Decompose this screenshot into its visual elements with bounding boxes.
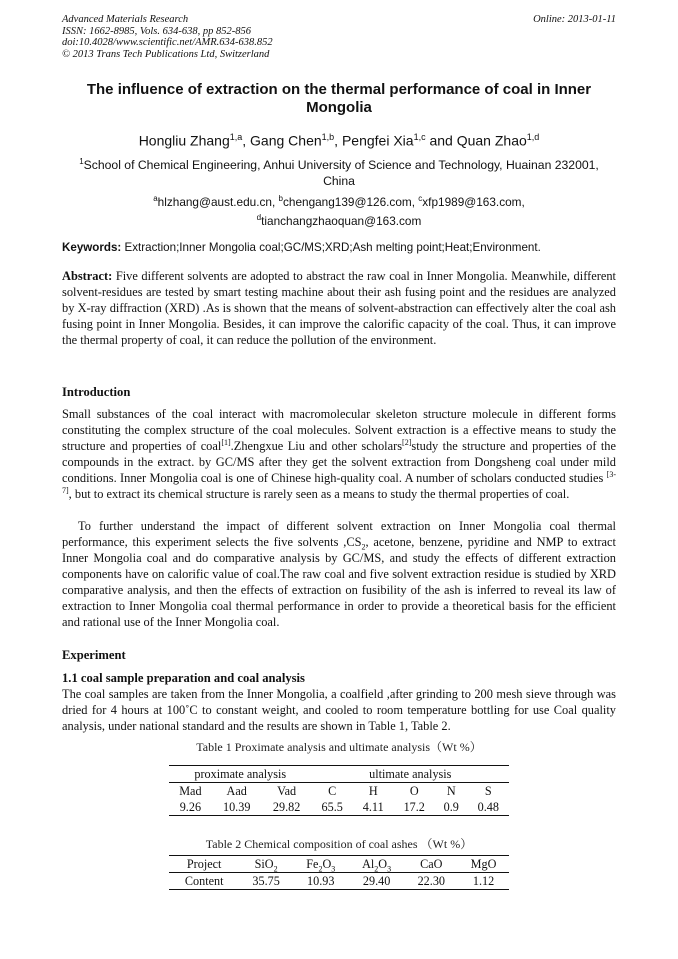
email-address: hlzhang@aust.edu.cn xyxy=(157,194,272,209)
table-cell: 10.93 xyxy=(293,873,349,890)
intro-text: , acetone, benzene, pyridine and NMP to extract Inner Mongolia coal and do comparative analysis by GC/MS, and study the effects of different extraction components have on calorific value of coal.The raw coal and five solvent extraction residue is studied by XRD comparative analysis, and then the effects of extraction on fusibility of the ash is inferred to reveal its law of extraction to Inner Mongolia coal thermal performance in order to provide a theoretical basis for the efficient and rational use of the Inner Mongolia coal. xyxy=(62,535,616,629)
table-cell: 0.9 xyxy=(435,799,468,816)
table-cell: 65.5 xyxy=(312,799,353,816)
email-address: chengang139@126.com xyxy=(282,194,412,209)
citation: [3-7] xyxy=(62,469,616,495)
doi-line: doi:10.4028/www.scientific.net/AMR.634-638.852 xyxy=(62,37,273,48)
experiment-paragraph: The coal samples are taken from the Inner Mongolia, a coalfield ,after grinding to 200 mesh sieve through was dried for 4 hours at 100˚C to constant weight, and cooled to room temperature bottling for use Coal quality analysis, under national standard and the results are shown in Table 1, Table 2. xyxy=(62,687,616,733)
table-header-cell: Aad xyxy=(212,783,262,800)
intro-text: .Zhengxue Liu and other scholars xyxy=(230,439,403,453)
email-list: $^a$hlzhang@aust.edu.cn, $^b$chengang139@126.com, $^c$xfp1989@163.com, $^d$tianchangzhaoquan@163.com xyxy=(153,194,525,228)
table-header-cell xyxy=(349,856,405,873)
citation: [1] xyxy=(221,437,231,447)
intro-text: , but to extract its chemical structure is rarely seen as a means to study the thermal properties of coal. xyxy=(68,487,570,501)
subsection-heading: 1.1 coal sample preparation and coal analysis xyxy=(62,671,305,685)
table-group-header: ultimate analysis xyxy=(312,766,509,783)
table-header-cell: N xyxy=(435,783,468,800)
author-affil-mark: 1,c xyxy=(413,132,426,142)
table-header-cell: MgO xyxy=(458,856,509,873)
table-cell: 0.48 xyxy=(468,799,509,816)
issn-line: ISSN: 1662-8985, Vols. 634-638, pp 852-856 xyxy=(62,25,251,37)
affiliation xyxy=(62,154,616,189)
intro-text: study the structure and properties of the compounds in the extract. by GC/MS after they get the solvent extraction from Dongsheng coal under mild conditions. Inner Mongolia coal is one of Chinese high-quality coal. A number of scholars conducted studies xyxy=(62,439,616,485)
table-cell: 29.40 xyxy=(349,873,405,890)
table-cell: 22.30 xyxy=(405,873,458,890)
table-cell: 35.75 xyxy=(239,873,292,890)
formula-part: O xyxy=(322,857,332,871)
intro-paragraph-1 xyxy=(62,406,616,502)
journal-header xyxy=(62,14,616,60)
formula-part: SiO xyxy=(254,857,274,871)
author-name: Gang Chen xyxy=(250,132,322,149)
author-separator: , xyxy=(334,132,342,149)
table-header-cell: Project xyxy=(169,856,239,873)
section-heading-introduction: Introduction xyxy=(62,385,131,399)
email-mark: c xyxy=(418,194,423,203)
keywords-label: Keywords: xyxy=(62,241,122,254)
formula-part: Al xyxy=(362,857,375,871)
paper-title: The influence of extraction on the thermal performance of coal in Inner Mongolia xyxy=(86,81,592,116)
subscript: 2 xyxy=(374,864,379,874)
subscript: 2 xyxy=(318,864,323,874)
subscript: 3 xyxy=(387,864,392,874)
table-cell: 29.82 xyxy=(262,799,312,816)
table-cell: 1.12 xyxy=(458,873,509,890)
formula-part: O xyxy=(378,857,388,871)
affiliation-mark: 1 xyxy=(79,157,84,166)
table-2-caption: Table 2 Chemical composition of coal ashes （Wt %） xyxy=(205,837,473,851)
table-group-header: proximate analysis xyxy=(169,766,312,783)
intro-text: To further understand the impact of different solvent extraction on Inner Mongolia coal thermal performance, this experiment selects the five solvents ,CS xyxy=(62,519,616,549)
keywords-text: Extraction;Inner Mongolia coal;GC/MS;XRD;Ash melting point;Heat;Environment. xyxy=(124,241,541,254)
author-list xyxy=(62,128,616,150)
abstract-label: Abstract: xyxy=(62,269,113,283)
email-mark: d xyxy=(256,212,262,222)
abstract xyxy=(62,268,616,348)
subscript: 2 xyxy=(361,542,366,552)
table-header-cell: Vad xyxy=(262,783,312,800)
author-name: Hongliu Zhang xyxy=(138,132,230,149)
subscript: 2 xyxy=(273,864,278,874)
table-row-label: Content xyxy=(169,873,239,890)
author-affil-mark: 1,d xyxy=(526,132,540,142)
author-conjunction: and xyxy=(425,132,457,149)
table-cell: 4.11 xyxy=(353,799,394,816)
table-header-cell: O xyxy=(394,783,435,800)
author-affil-mark: 1,b xyxy=(321,132,335,142)
online-date: Online: 2013-01-11 xyxy=(533,14,616,25)
table-2 xyxy=(169,855,509,890)
table-header-cell: S xyxy=(468,783,509,800)
author-affil-mark: 1,a xyxy=(229,132,243,142)
table-1 xyxy=(169,765,509,816)
formula-part: Fe xyxy=(306,857,319,871)
copyright-line: © 2013 Trans Tech Publications Ltd, Switzerland xyxy=(62,48,270,60)
affiliation-text: School of Chemical Engineering, Anhui University of Science and Technology, Huainan 232001, China xyxy=(83,158,599,189)
table-header-cell xyxy=(293,856,349,873)
email-mark: b xyxy=(278,194,283,203)
keywords xyxy=(62,240,616,255)
table-header-cell: Mad xyxy=(169,783,212,800)
author-name: Pengfei Xia xyxy=(341,132,414,149)
email-address: xfp1989@163.com xyxy=(422,194,522,209)
table-1-caption: Table 1 Proximate analysis and ultimate analysis（Wt %） xyxy=(196,740,482,754)
journal-name: Advanced Materials Research xyxy=(62,14,189,25)
author-name: Quan Zhao xyxy=(456,132,527,149)
table-cell: 10.39 xyxy=(212,799,262,816)
table-header-cell: C xyxy=(312,783,353,800)
author-separator: , xyxy=(242,132,251,149)
table-header-cell: CaO xyxy=(405,856,458,873)
subscript: 3 xyxy=(331,864,336,874)
email-address: tianchangzhaoquan@163.com xyxy=(261,213,422,228)
citation: [2] xyxy=(402,437,412,447)
email-mark: a xyxy=(153,194,158,203)
abstract-text: Five different solvents are adopted to abstract the raw coal in Inner Mongolia. Meanwhile, different solvent-residues are tested by smart testing machine about their ash fusing point and the residues are analyzed by X-ray diffraction (XRD) .As is shown that the means of solvent-abstraction can effectively alter the coal ash fusing point in Inner Mongolia. Besides, it can improve the calorific capacity of the coal. Thus, it can improve the thermal property of coal, it can reduce the pollution of the environment. xyxy=(62,269,616,347)
intro-paragraph-2 xyxy=(62,518,616,630)
table-cell: 17.2 xyxy=(394,799,435,816)
intro-text: Small substances of the coal interact with macromolecular skeleton structure molecule in different forms constituting the complex structure of the coal molecules. Solvent extraction is a effective means to study the structure and properties of coal xyxy=(62,407,616,453)
table-header-cell xyxy=(239,856,292,873)
table-cell: 9.26 xyxy=(169,799,212,816)
table-header-cell: H xyxy=(353,783,394,800)
section-heading-experiment: Experiment xyxy=(62,648,126,662)
